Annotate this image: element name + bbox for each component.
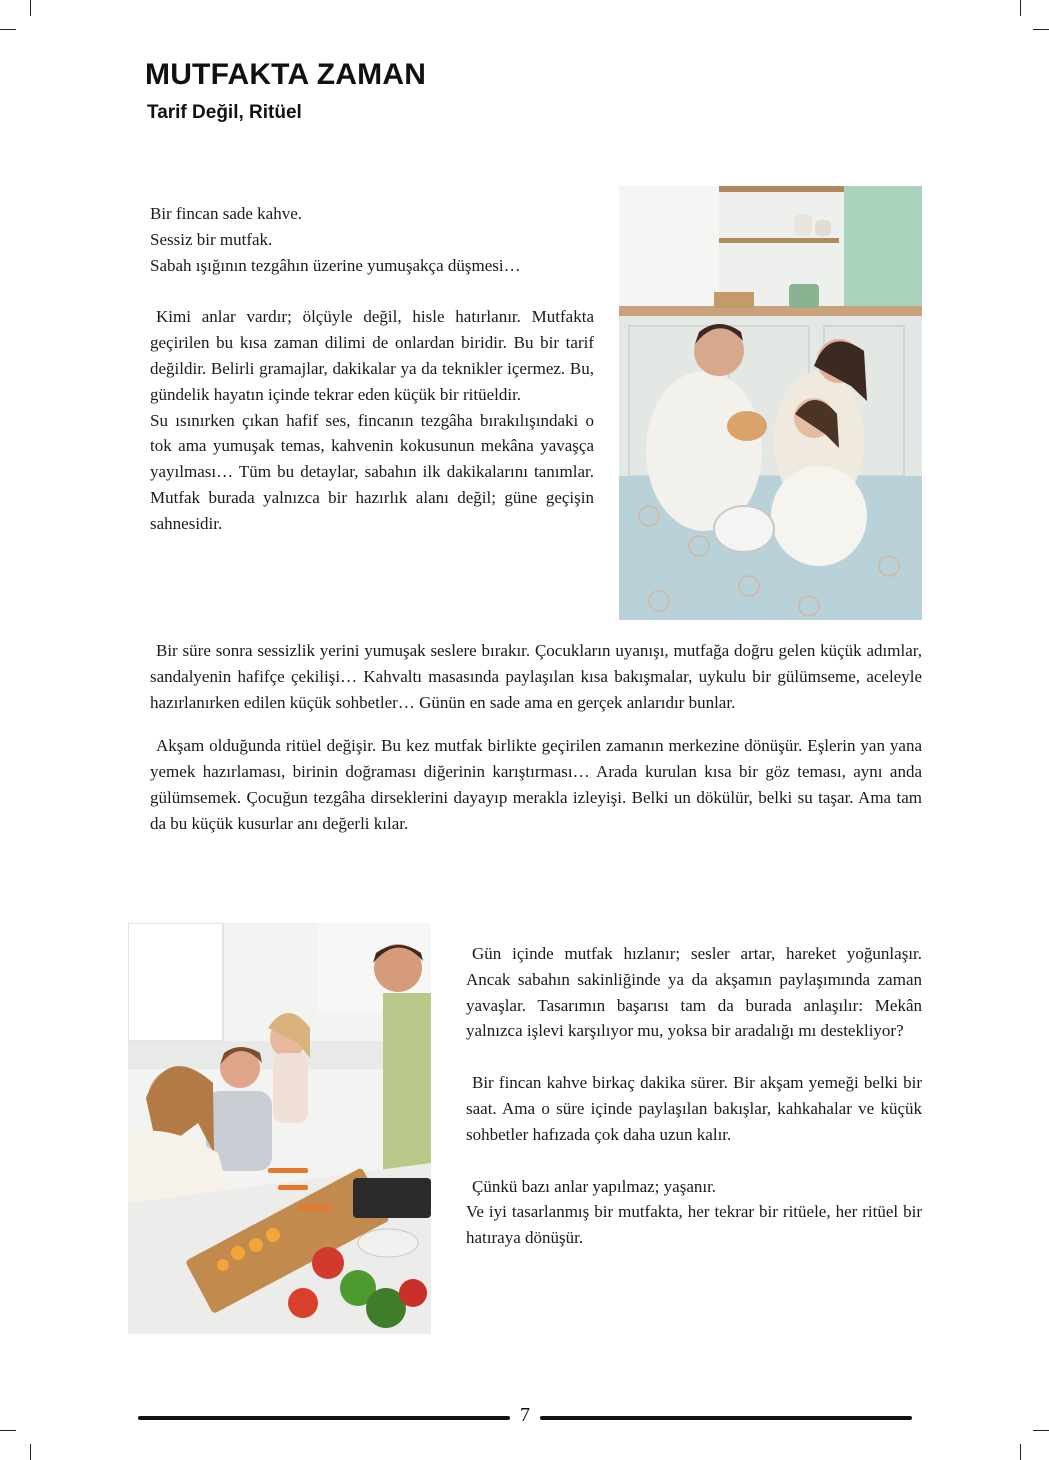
crop-mark: [1033, 29, 1049, 30]
cooking-family-photo: [128, 923, 431, 1334]
page-subtitle: Tarif Değil, Ritüel: [147, 102, 302, 123]
closing-line: Çünkü bazı anlar yapılmaz; yaşanır.: [472, 1176, 717, 1196]
body-paragraph: Bir süre sonra sessizlik yerini yumuşak seslere bırakır. Çocukların uyanışı, mutfağa doğru gelen küçük adımlar, sandalyenin hafifçe çekilişi… Kahvaltı masasında paylaşılan kısa bakışmalar, uykulu bir gülümseme, aceleyle hazırlanırken edilen küçük sohbetler… Günün en sade ama en gerçek anlarıdır bunlar.: [150, 641, 922, 712]
body-paragraph: Akşam olduğunda ritüel değişir. Bu kez mutfak birlikte geçirilen zamanın merkezine dönüşür. Eşlerin yan yana yemek hazırlaması, birinin doğraması diğerinin karıştırması… Arada kurulan kısa bir göz teması, aynı anda gülümsemek. Çocuğun tezgâha dirseklerini dayayıp merakla izleyişi. Belki un dökülür, belki su taşar. Ama tam da bu küçük kusurlar anı değerli kılar.: [150, 736, 922, 833]
footer-rule-left: [138, 1416, 510, 1420]
closing-column: [466, 941, 922, 1251]
crop-mark: [1020, 1444, 1021, 1460]
crop-mark: [1033, 1430, 1049, 1431]
full-width-text: [150, 638, 922, 837]
closing-line: Ve iyi tasarlanmış bir mutfakta, her tekrar bir ritüele, her ritüel bir hatıraya dönüşür.: [466, 1202, 922, 1248]
body-paragraph: Bir fincan kahve birkaç dakika sürer. Bir akşam yemeği belki bir saat. Ama o süre içinde paylaşılan bakışlar, kahkahalar ve küçük sohbetler hafızada çok daha uzun kalır.: [466, 1073, 922, 1144]
crop-mark: [1020, 0, 1021, 16]
crop-mark: [0, 1430, 16, 1431]
body-paragraph: Gün içinde mutfak hızlanır; sesler artar, hareket yoğunlaşır. Ancak sabahın sakinliğinde ya da akşamın paylaşımında zaman yavaşlar. Tasarımın başarısı tam da burada anlaşılır: Mekân yalnızca işlevi karşılıyor mu, yoksa bir aradalığı mı destekliyor?: [466, 944, 922, 1041]
intro-column: [150, 201, 594, 537]
intro-line: Sessiz bir mutfak.: [150, 229, 273, 249]
footer-rule-right: [540, 1416, 912, 1420]
body-paragraph: Kimi anlar vardır; ölçüyle değil, hisle hatırlanır. Mutfakta geçirilen bu kısa zaman dilimi de onlardan biridir. Bu bir tarif değildir. Belirli gramajlar, dakikalar ya da teknikler içermez. Bu, gündelik hayatın içinde tekrar eden küçük bir ritüeldir.: [150, 307, 594, 404]
intro-line: Sabah ışığının tezgâhın üzerine yumuşakça düşmesi…: [150, 255, 521, 275]
intro-line: Bir fincan sade kahve.: [150, 204, 302, 223]
page-title: MUTFAKTA ZAMAN: [145, 58, 427, 91]
page-number: 7: [520, 1404, 530, 1426]
family-kitchen-photo: [619, 186, 922, 620]
crop-mark: [30, 1444, 31, 1460]
crop-mark: [0, 29, 16, 30]
crop-mark: [30, 0, 31, 16]
body-paragraph: Su ısınırken çıkan hafif ses, fincanın tezgâha bırakılışındaki o tok ama yumuşak temas, kahvenin kokusunun mekâna yavaşça yayılması… Tüm bu detaylar, sabahın ilk dakikalarını tanımlar. Mutfak burada yalnızca bir hazırlık alanı değil; güne geçişin sahnesidir.: [150, 410, 594, 533]
